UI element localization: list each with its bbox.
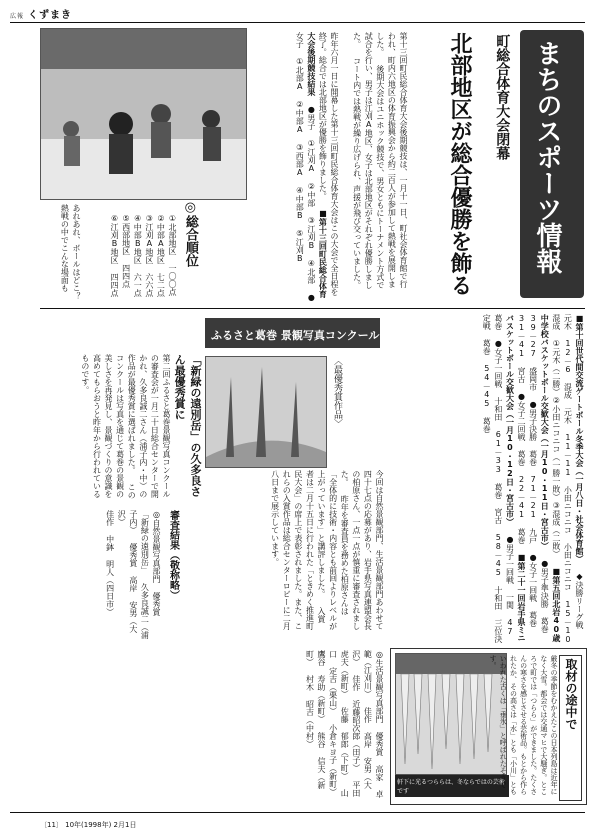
article-paragraph: 昨年六月一日に開幕した第十三回町民総合体育大会はこの大会で全日程を終了。総合では北部地区が優勝を飾りました。: [318, 32, 339, 296]
header-rule: [10, 22, 585, 23]
result-line: 佳作 中鉢 明人（四日市）: [105, 510, 115, 616]
results-title: ■第十三回町民総合体育大会後期競技結果: [306, 32, 328, 298]
review-results-title: 審査結果（敬称略）: [167, 510, 179, 600]
results-line: 元木 11－11 小田ニコニコ: [563, 408, 573, 534]
masthead-title: くずまき: [28, 10, 73, 21]
results-line: ●男子一回戦 一関 47 葛巻: [493, 314, 515, 636]
photo-contest-banner: [205, 318, 380, 348]
divider: [40, 308, 585, 309]
photo-contest-banner-text: ふるさと葛巻 景観写真コンクール: [211, 329, 380, 342]
ranking-item: ③江刈A地区 六六点: [144, 214, 154, 297]
masthead-series: 広報: [10, 13, 25, 20]
icicle-photo: [395, 653, 507, 775]
ranking-item: ⑥江刈B地区 四四点: [110, 214, 120, 297]
masthead: [10, 6, 72, 21]
photo-contest-headline: 「新緑の遠別岳」の久多良さん最優秀賞に: [173, 354, 202, 497]
article-paragraph: 第十三回町民総合体育大会後期競技は、一月十一日、町社会体育館で行われ、町内六地区の体育振興会から約二百人が参加して熱戦を展開しました。: [375, 32, 408, 288]
section-title-box: [520, 30, 584, 298]
result-line: 佳作 近藤昭次郎（田子）: [351, 675, 361, 772]
results-line: ◆決勝リーグ戦: [575, 572, 584, 629]
results-line: 三位決定戦 葛巻 54－45 葛巻: [482, 314, 503, 643]
results-line: 元木 12－6 混成: [563, 314, 573, 399]
results-line: ●女子一回戦 葛巻 31－41 宮古: [517, 314, 538, 627]
gym-photo-caption: あれあれ、ボールはどこ？熱戦の中でこんな場面も: [60, 204, 81, 300]
result-line: 平田 虎夫（新町）: [340, 650, 361, 797]
ranking-item: ①北部地区 一〇〇点: [168, 214, 177, 296]
ranking-item: ⑤西部地区 四四点: [121, 214, 131, 288]
results-line: ●女子 ①北部A ②中部A ③西部A ④中部B ⑤江刈B: [295, 32, 316, 302]
ranking-item: ④中部B地区 六一点: [133, 214, 143, 297]
result-line: 佐藤 郁郎（下町）: [340, 707, 350, 780]
results-heading: ■第五回北岩40歳中学校バスケットボール交歓大会（一月10・11日・宮古市）: [540, 314, 561, 642]
result-line: ◎生活景観写真部門: [375, 650, 384, 723]
body-paragraph: このコンクールは写真を通じて葛巻の景観の美しさを再発見し、景観づくりの意識を高めてもらおうと昨年から行われているものです。: [80, 354, 137, 499]
column-box: [390, 648, 587, 805]
winning-photo: [205, 356, 327, 468]
icicle-photo-caption: 軒下に光るつららは、冬ならではの芸術です: [395, 775, 509, 797]
review-results-2: [210, 650, 385, 800]
article-paragraph: コート内では熱戦が繰り広げられ、声援が飛び交っていました。: [352, 57, 362, 289]
results-line: ●女子一回戦 十和田 61－33 葛巻: [493, 339, 503, 499]
result-line: ◎自然景観写真部門: [152, 510, 161, 583]
result-line: 優秀賞 高家 卓範（江刈川）: [363, 650, 384, 798]
gym-photo: [40, 28, 247, 200]
rankings: [86, 214, 178, 304]
gym-photo-illustration: [41, 29, 246, 199]
body-paragraph: 入賞者は二月十五日に行われた「ときめく推進町民大会」の席上で表彰されました。また、これらの入賞作品は総合センターロビーに二月八日まで展示しています。: [270, 470, 327, 630]
article-kicker: 町総合体育大会閉幕: [494, 34, 511, 160]
article-paragraph: 後期大会はユニホック競技で、男女ともにトーナメント方式で試合を行い、男子は江刈A地区、女子は北部地区がそれぞれ優勝しました。: [352, 32, 385, 289]
result-line: 村木 昭吉（中村）: [305, 675, 315, 748]
results-heading: ■第十回世代間交流ゲートボール冬季大会（一月八日・社会体育館）: [575, 314, 584, 563]
results-heading: ■第二十一回岩手県ミニバスケットボール交歓大会（一月10・12日・宮古市）: [505, 314, 527, 642]
result-line: 熊谷 信夫（新町）: [305, 650, 327, 789]
result-line: 小倉キヨ子（新町）: [328, 724, 338, 796]
result-line: 鷹谷 寿助（新町）: [317, 650, 327, 723]
results-line: ●女子二回戦 葛巻 22－41 葛巻: [517, 392, 527, 544]
rank-title: ◎総合順位: [182, 200, 198, 267]
ranking-item: ②中部A地区 七二点: [156, 214, 166, 297]
photo-contest-body-1: [60, 354, 172, 504]
article-headline: 北部地区が総合優勝を飾る: [447, 32, 472, 296]
body-paragraph: 昨年を審査員を務めた柏原さんは「全体的に技術・内容とも前回よりレベルが上がっています」と講評しました。: [317, 470, 350, 630]
section-title: まちのスポーツ情報: [532, 40, 562, 274]
award-label: 〈最優秀賞作品〉: [332, 356, 343, 428]
result-line: 優秀賞 「新緑の遠別岳」 久多良誠二（浦子内）: [128, 510, 161, 639]
sports-results: [385, 314, 585, 644]
body-paragraph: 第二回ふるさと葛巻景観写真コンクールの審査会が一月二十日総合センターで開かれ、久多良誠二さん（浦子内・中）の作品が最優秀賞に選ばれました。: [127, 354, 171, 498]
result-line: 優秀賞 高岸 安男（大沢）: [117, 510, 138, 633]
column-body: 厳冬の季節をむかえたこの日本列島は近年になく大雪。都会では交通マヒで大騒ぎ。ところで町では「つらら」ができました。たくさんの寒さを感じさせる芸術品。もとから作られたか、その高さは「水」とも「小川」ともいわれた古くは「垂氷」と呼ばれたそうです。: [489, 655, 558, 795]
results-line: ①元木（二勝）②小田ニコニコ（一勝一敗）③混成（二敗）: [551, 339, 561, 558]
footer-rule: [10, 812, 585, 813]
results-line: ●男子決勝 葛巻 71－21 九戸: [528, 400, 538, 544]
result-line: 佳作 高岸 安男（大沢）: [351, 650, 373, 789]
results-line: 小田ニコニコ 15－10 混成: [551, 314, 573, 644]
page-footer: 〔11〕 10年(1998年) 2月1日: [40, 821, 137, 829]
icicle-photo-illustration: [396, 654, 506, 774]
results-line: ●男子準決勝 葛巻 39－27 盛岡市: [528, 314, 550, 633]
result-line: 山口 定吉（栗山）: [328, 650, 350, 797]
results-line: ●男子 ①江刈A ②中部 ③江刈B ④北部: [306, 105, 316, 284]
photo-contest-body-2: [210, 470, 385, 630]
body-paragraph: 今回は自然景観部門、生活景観部門あわせて四十七点の応募があり、岩手県写真連盟会長の柏原さん、一点一点が慎重に審査されました。: [340, 470, 384, 630]
review-results: [40, 510, 162, 640]
winning-photo-illustration: [206, 357, 326, 467]
column-title: 取材の途中で: [559, 655, 582, 801]
results-line: 宮古 58－45 十和田: [493, 508, 503, 610]
